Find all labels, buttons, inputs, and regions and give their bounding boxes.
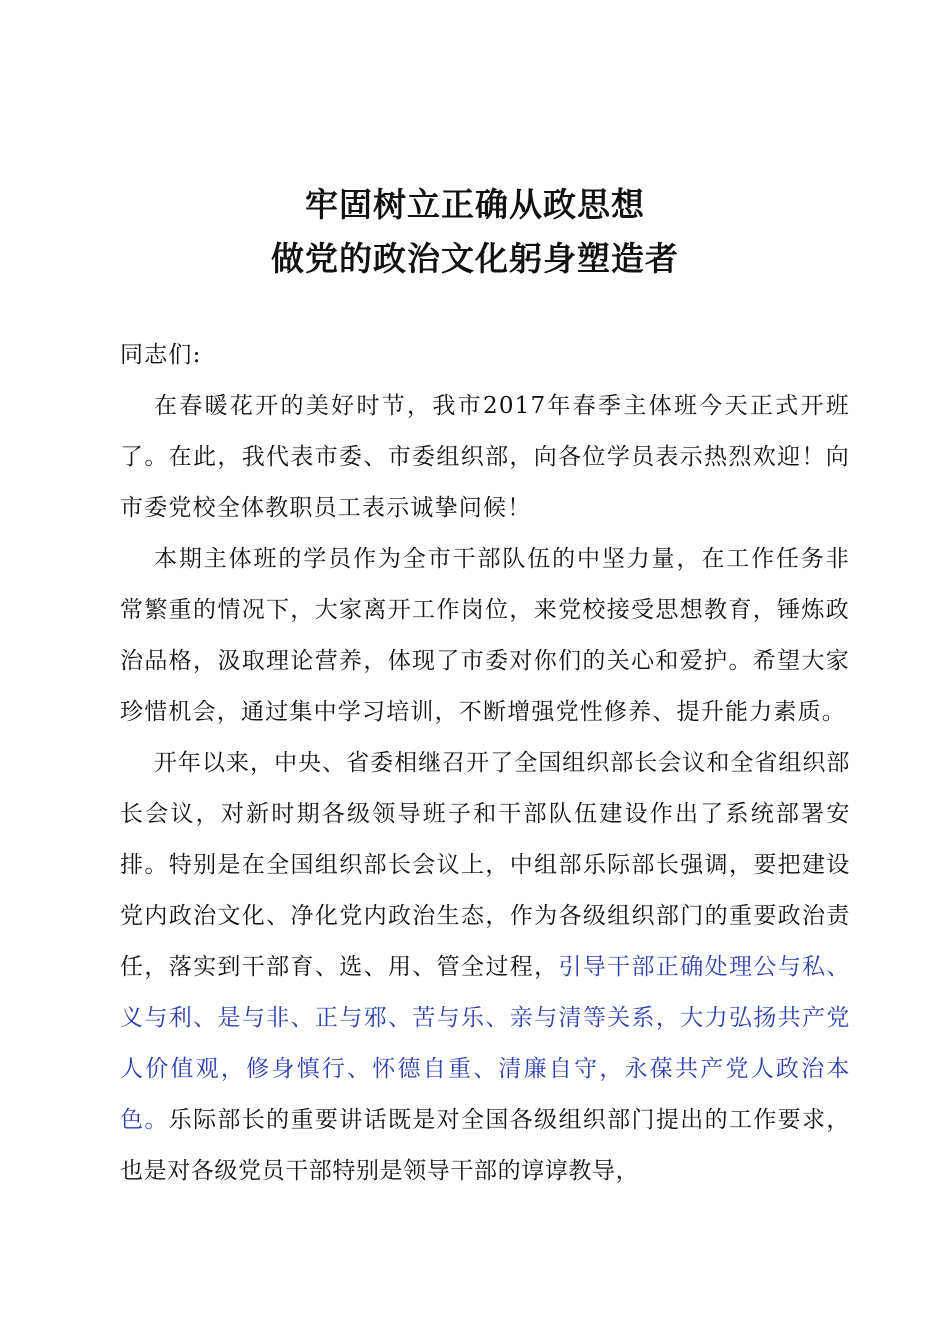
salutation: 同志们:	[120, 342, 202, 368]
paragraph-2: 本期主体班的学员作为全市干部队伍的中坚力量，在工作任务非常繁重的情况下，大家离开工作岗位，来党校接受思想教育，锤炼政治品格，汲取理论营养，体现了市委对你们的关心和爱护。希望大家珍惜机会，通过集中学习培训，不断增强党性修养、提升能力素质。	[120, 546, 850, 725]
paragraph-3-text-after: 乐际部长的重要讲话既是对全国各级组织部门提出的工作要求，也是对各级党员干部特别是领导干部的谆谆教导，	[120, 1107, 850, 1184]
document-title	[0, 178, 950, 286]
paragraph-3	[120, 738, 850, 1197]
title-line-1: 牢固树立正确从政思想	[305, 185, 645, 224]
document-body	[120, 330, 850, 1197]
paragraph-3-highlighted-text: 引导干部正确处理公与私、义与利、是与非、正与邪、苦与乐、亲与清等关系，大力弘扬共产党人价值观，修身慎行、怀德自重、清廉自守，永葆共产党人政治本色。	[120, 954, 850, 1133]
paragraph-3-text-before: 开年以来，中央、省委相继召开了全国组织部长会议和全省组织部长会议，对新时期各级领导班子和干部队伍建设作出了系统部署安排。特别是在全国组织部长会议上，中组部乐际部长强调，要把建设党内政治文化、净化党内政治生态，作为各级组织部门的重要政治责任，落实到干部育、选、用、管全过程，	[120, 750, 850, 980]
paragraph-1: 在春暖花开的美好时节，我市2017年春季主体班今天正式开班了。在此，我代表市委、市委组织部，向各位学员表示热烈欢迎！向市委党校全体教职员工表示诚挚问候！	[120, 393, 850, 521]
title-line-2: 做党的政治文化躬身塑造者	[271, 239, 679, 278]
